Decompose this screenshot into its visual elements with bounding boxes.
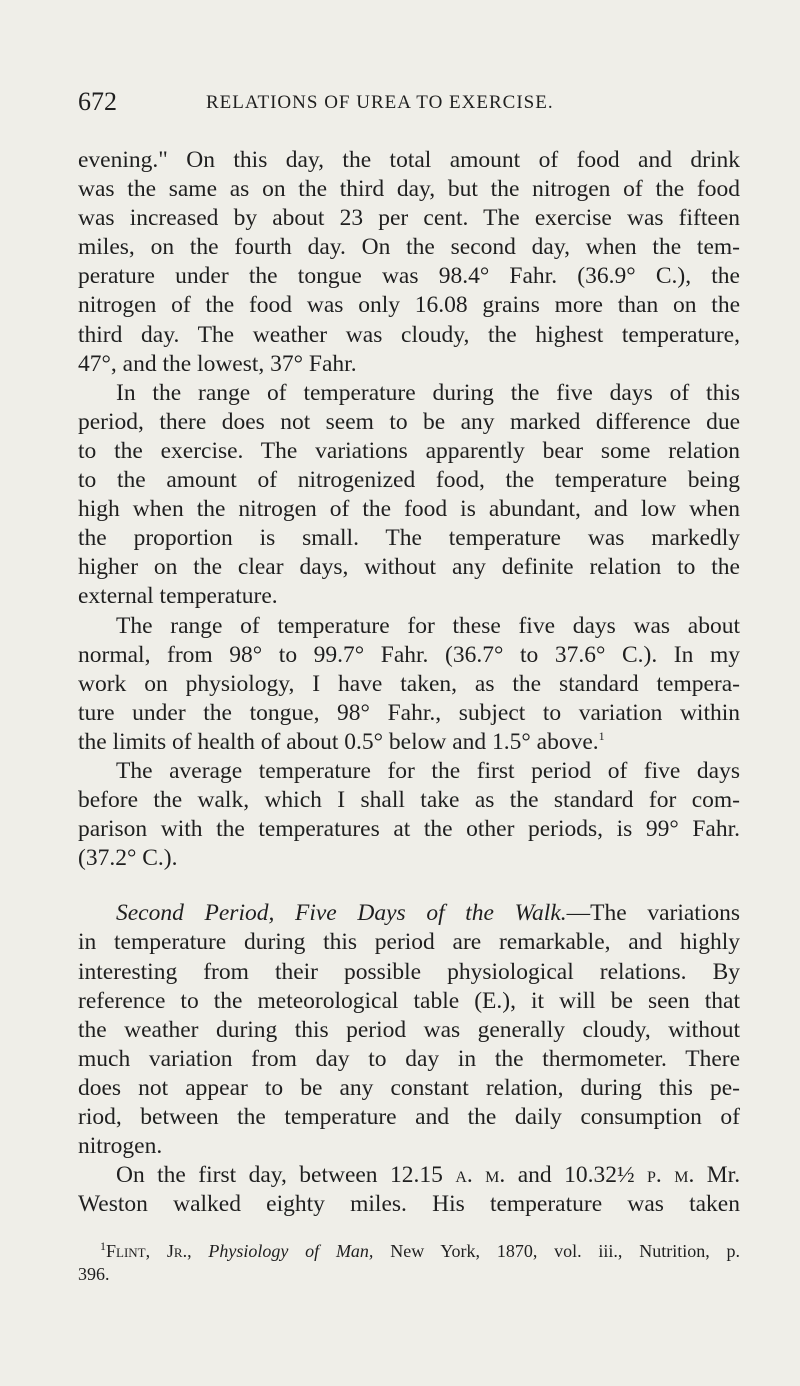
paragraph-4 [78, 757, 740, 873]
text-line: Weston walked eighty miles. His temperature was taken [78, 1191, 740, 1218]
paragraph-3 [78, 612, 740, 757]
text-line: nitrogen. [78, 1133, 163, 1160]
paragraph-1 [78, 146, 740, 379]
text-line: 47°, and the lowest, 37° Fahr. [78, 350, 357, 377]
section-heading: Second Period, Five Days of the Walk. [116, 900, 567, 927]
time-am: a. m. [455, 1162, 506, 1189]
footnote-marker: 1 [100, 1239, 106, 1253]
footnote-reference: 1 [598, 729, 605, 744]
text-fragment: Mr. [706, 1162, 741, 1189]
text-line: reference to the meteorological table (E.), it will be seen that [78, 987, 740, 1014]
text-line [78, 728, 740, 757]
text-line [78, 1161, 740, 1190]
text-fragment: the limits of health of about 0.5° below and 1.5° above. [78, 728, 599, 755]
text-line: the proportion is small. The temperature was markedly [78, 525, 740, 552]
text-line: parison with the temperatures at the other periods, is 99° Fahr. [78, 816, 740, 843]
text-line: higher on the clear days, without any definite relation to the [78, 554, 740, 581]
footnote-citation: New York, 1870, vol. iii., Nutrition, p. [390, 1241, 740, 1261]
text-fragment: On the first day, between 12.15 [116, 1162, 443, 1189]
text-line: riod, between the temperature and the daily consumption of [78, 1104, 740, 1130]
text-line: does not appear to be any constant relation, during this pe- [78, 1074, 740, 1101]
text-line: The average temperature for the first period of five days [116, 757, 740, 784]
text-line: The range of temperature for these five days was about [116, 612, 740, 639]
text-line: third day. The weather was cloudy, the highest temperature, [78, 321, 740, 348]
text-line: was increased by about 23 per cent. The exercise was fifteen [78, 205, 740, 232]
text-line: before the walk, which I shall take as the standard for com- [78, 787, 740, 814]
footnote-title: Physiology of Man, [208, 1241, 374, 1261]
text-line: nitrogen of the food was only 16.08 grains more than on the [78, 292, 740, 319]
text-line: interesting from their possible physiological relations. By [78, 958, 740, 985]
paragraph-2 [78, 379, 740, 612]
paragraph-6 [78, 1161, 740, 1219]
footnotes [78, 1240, 740, 1286]
text-line: to the amount of nitrogenized food, the temperature being [78, 467, 740, 494]
footnote-author: Flint, Jr., [106, 1241, 192, 1261]
text-line: work on physiology, I have taken, as the standard tempera- [78, 670, 740, 697]
text-line: perature under the tongue was 98.4° Fahr. (36.9° C.), the [78, 263, 740, 290]
footnote-line: 396. [78, 1264, 110, 1284]
text-line: external temperature. [78, 583, 278, 610]
text-line: normal, from 98° to 99.7° Fahr. (36.7° to 37.6° C.). In my [78, 641, 740, 668]
paragraph-5 [78, 899, 740, 1161]
page-header [78, 86, 742, 118]
time-pm: p. m. [647, 1162, 695, 1189]
text-line: the weather during this period was generally cloudy, without [78, 1016, 740, 1043]
text-line: to the exercise. The variations apparently bear some relation [78, 437, 740, 464]
text-line: (37.2° C.). [78, 845, 178, 872]
text-line: evening." On this day, the total amount of food and drink [78, 147, 740, 173]
text-line: ture under the tongue, 98° Fahr., subject to variation within [78, 699, 740, 726]
text-line [78, 899, 740, 928]
text-line: miles, on the fourth day. On the second day, when the tem- [78, 234, 740, 261]
text-fragment: and 10.32½ [517, 1162, 635, 1189]
text-line: high when the nitrogen of the food is abundant, and low when [78, 496, 740, 523]
text-line: In the range of temperature during the five days of this [116, 379, 740, 406]
section-spacer [78, 873, 740, 899]
running-head: RELATIONS OF UREA TO EXERCISE. [206, 92, 554, 113]
text-line: period, there does not seem to be any marked difference due [78, 408, 740, 435]
text-line: much variation from day to day in the thermometer. There [78, 1045, 740, 1072]
text-line: was the same as on the third day, but the nitrogen of the food [78, 176, 740, 203]
body-text [78, 146, 740, 1219]
footnote-line [78, 1240, 740, 1263]
page-number: 672 [78, 87, 117, 116]
text-fragment: —The variations [566, 900, 740, 927]
text-line: in temperature during this period are remarkable, and highly [78, 929, 740, 956]
